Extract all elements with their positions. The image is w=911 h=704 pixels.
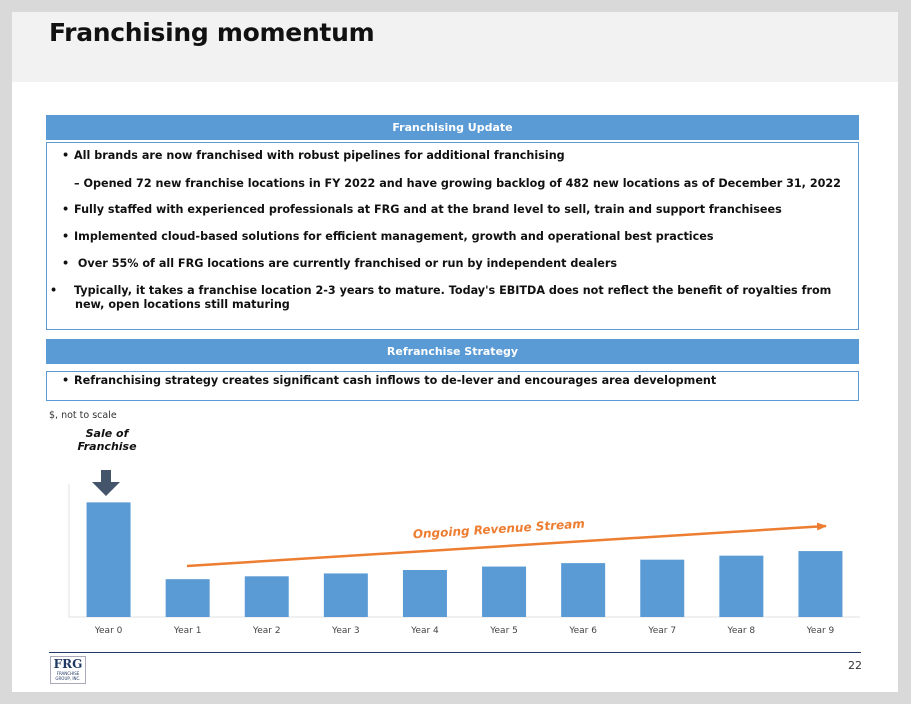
bar-year-1 [166, 579, 210, 617]
slide [12, 12, 898, 692]
bullet-text: Typically, it takes a franchise location 2-3 years to mature. Today's EBITDA does not reflect the benefit of royalties from new, open locations still maturing [74, 284, 832, 311]
ongoing-revenue-stream-label: Ongoing Revenue Stream [412, 516, 586, 542]
bar-year-4 [403, 570, 447, 617]
bullet-text: Refranchising strategy creates significant cash inflows to de-lever and encourages area development [74, 374, 717, 387]
x-tick-label: Year 8 [727, 626, 756, 636]
bullet-dot-icon: • [62, 230, 70, 243]
bullet-text: Over 55% of all FRG locations are currently franchised or run by independent dealers [74, 257, 618, 270]
bar-year-6 [561, 563, 605, 617]
logo-text: FRG [53, 657, 83, 671]
x-tick-label: Year 3 [332, 626, 360, 636]
bar-year-9 [798, 551, 842, 617]
bar-year-2 [245, 576, 289, 617]
x-tick-label: Year 6 [569, 626, 597, 636]
x-tick-label: Year 1 [173, 626, 202, 636]
revenue-chart [12, 12, 898, 652]
bullet-dot-icon: • [62, 374, 70, 387]
bar-year-5 [482, 567, 526, 617]
x-tick-label: Year 9 [806, 626, 835, 636]
bullet-text: Implemented cloud-based solutions for efficient management, growth and operational best practices [74, 230, 714, 243]
bullet-dot-icon: • [50, 284, 58, 297]
x-tick-label: Year 2 [252, 626, 281, 636]
bar-year-0 [87, 502, 131, 617]
x-tick-label: Year 5 [490, 626, 518, 636]
refranchise-strategy-header: Refranchise Strategy [46, 339, 859, 364]
bar-year-7 [640, 560, 684, 617]
sale-of-franchise-label: Sale of Franchise [77, 427, 137, 453]
bullet-dot-icon: • [62, 257, 70, 270]
bullet-text: – Opened 72 new franchise locations in FY 2022 and have growing backlog of 482 new locations as of December 31, 2022 [74, 177, 841, 190]
x-tick-label: Year 7 [648, 626, 677, 636]
bullet-text: All brands are now franchised with robust pipelines for additional franchising [74, 149, 565, 162]
bar-year-8 [719, 556, 763, 617]
x-tick-label: Year 0 [94, 626, 123, 636]
x-tick-label: Year 4 [411, 626, 439, 636]
page-title: Franchising momentum [49, 18, 375, 47]
bullet-dot-icon: • [62, 149, 70, 162]
page-number: 22 [848, 659, 862, 672]
sale-arrow-icon [92, 470, 120, 496]
chart-note: $, not to scale [49, 410, 117, 421]
franchising-update-header: Franchising Update [46, 115, 859, 140]
bullet-dot-icon: • [62, 203, 70, 216]
frg-logo [50, 656, 86, 684]
bullet-text: Fully staffed with experienced professionals at FRG and at the brand level to sell, train and support franchisees [74, 203, 782, 216]
footer-divider [49, 652, 861, 653]
logo-subtext: FRANCHISE GROUP, INC. [55, 671, 81, 681]
bar-year-3 [324, 573, 368, 617]
